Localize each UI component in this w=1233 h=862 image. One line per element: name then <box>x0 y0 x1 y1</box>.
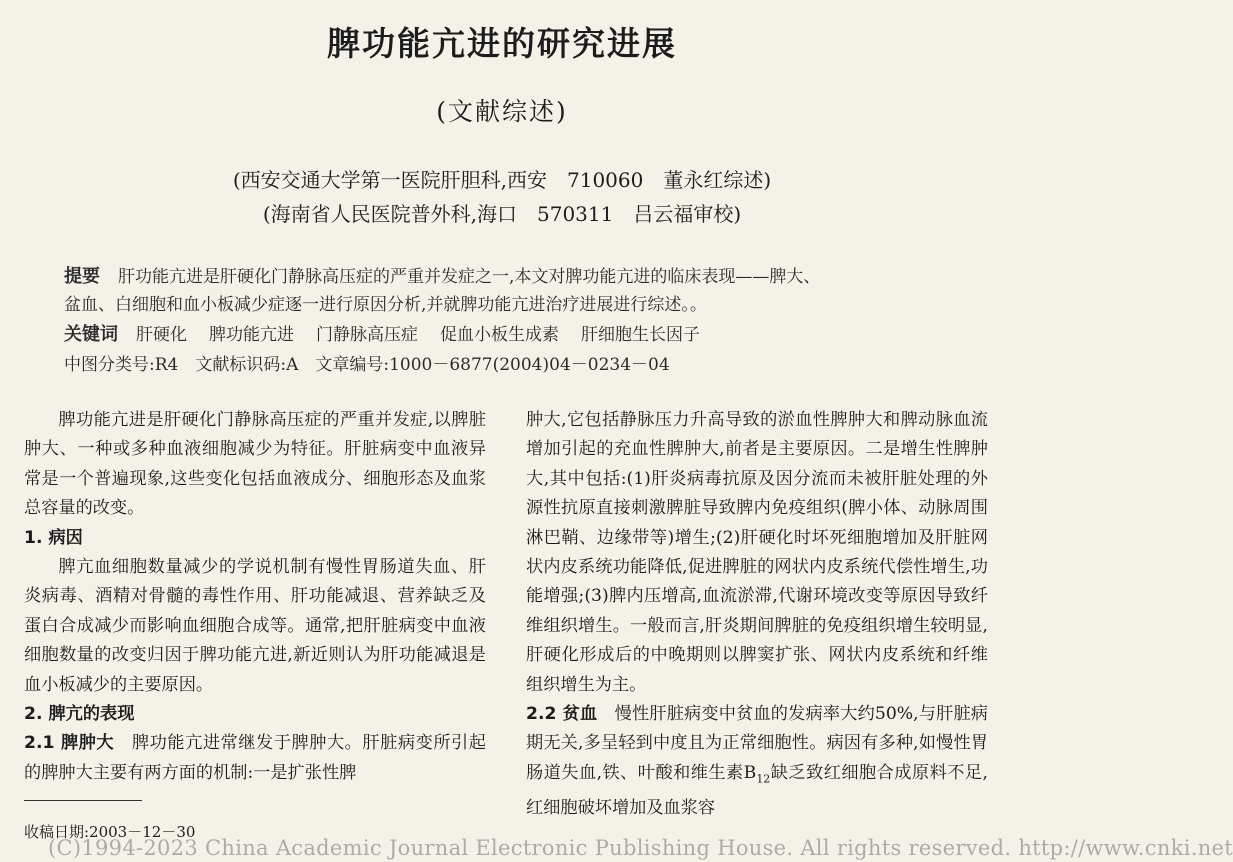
right-column <box>526 406 988 823</box>
subsection-heading-2-2: 2.2 贫血 <box>526 704 598 725</box>
intro-paragraph: 脾功能亢进是肝硬化门静脉高压症的严重并发症,以脾脏肿大、一种或多种血液细胞减少为特征。肝脏病变中血液异常是一个普遍现象,这些变化包括血液成分、细胞形态及血浆总容量的改变。 <box>24 410 486 519</box>
affiliation-author: (西安交通大学第一医院肝胆科,西安 710060 董永红综述) <box>232 168 772 192</box>
keywords-label: 关键词 <box>64 324 118 345</box>
abstract-text-2: 盆血、白细胞和血小板减少症逐一进行原因分析,并就脾功能亢进治疗进展进行综述。。 <box>64 295 707 315</box>
footnote-rule <box>24 800 142 801</box>
affiliation-reviewer: (海南省人民医院普外科,海口 570311 吕云福审校) <box>262 202 742 226</box>
keyword: 门静脉高压症 <box>316 325 418 345</box>
abstract-label: 提要 <box>64 266 100 287</box>
vitamin-subscript: 12 <box>756 772 771 786</box>
article-title: 脾功能亢进的研究进展 <box>327 24 677 63</box>
splenomegaly-paragraph <box>24 729 486 788</box>
subsection-heading-2-1: 2.1 脾肿大 <box>24 733 115 754</box>
keyword: 肝细胞生长因子 <box>581 325 700 345</box>
received-date: 收稿日期:2003－12－30 <box>24 823 196 841</box>
keyword: 促血小板生成素 <box>440 325 559 345</box>
keywords-line <box>64 320 964 346</box>
abstract-text-1: 肝功能亢进是肝硬化门静脉高压症的严重并发症之一,本文对脾功能亢进的临床表现——脾大、 <box>118 267 821 287</box>
section-heading-1: 1. 病因 <box>24 527 83 548</box>
left-column <box>24 406 486 788</box>
splenomegaly-text: 脾功能亢进常继发于脾肿大。肝脏病变所引起的脾肿大主要有两方面的机制:一是扩张性脾 <box>24 733 486 783</box>
classification-line: 中图分类号:R4 文献标识码:A 文章编号:1000－6877(2004)04－0234－04 <box>64 355 670 375</box>
keyword: 肝硬化 <box>136 325 187 345</box>
copyright-watermark: (C)1994-2023 China Academic Journal Electronic Publishing House. All rights reserved. http://www.cnki.net <box>48 836 1233 860</box>
splenomegaly-continued: 肿大,它包括静脉压力升高导致的淤血性脾肿大和脾动脉血流增加引起的充血性脾肿大,前者是主要原因。二是增生性脾肿大,其中包括:(1)肝炎病毒抗原及因分流而未被肝脏处理的外源性抗原直接刺激脾脏导致脾内免疫组织(脾小体、动脉周围淋巴鞘、边缘带等)增生;(2)肝硬化时坏死细胞增加及肝脏网状内皮系统功能降低,促进脾脏的网状内皮系统代偿性增生,功能增强;(3)脾内压增高,血流淤滞,代谢环境改变等原因导致纤维组织增生。一般而言,肝炎期间脾脏的免疫组织增生较明显,肝硬化形成后的中晚期则以脾窦扩张、网状内皮系统和纤维组织增生为主。 <box>526 410 988 695</box>
etiology-paragraph: 脾亢血细胞数量减少的学说机制有慢性胃肠道失血、肝炎病毒、酒精对骨髓的毒性作用、肝功能减退、营养缺乏及蛋白合成减少而影响血细胞合成等。通常,把肝脏病变中血液细胞数量的改变归因于脾功能亢进,新近则认为肝功能减退是血小板减少的主要原因。 <box>24 557 486 695</box>
anemia-paragraph <box>526 700 988 823</box>
anemia-text-2: 缺乏致红细胞合成原料不足,红细胞破坏增加及血浆容 <box>526 762 988 818</box>
section-heading-2: 2. 脾亢的表现 <box>24 704 135 725</box>
anemia-text: 慢性肝脏病变中贫血的发病率大约50%,与肝脏病期无关,多呈轻到中度且为正常细胞性。病因有多种,如慢性胃肠道失血,铁、叶酸和维生素B <box>526 704 988 783</box>
article-subtitle: (文献综述) <box>436 97 568 126</box>
abstract-line-1 <box>64 262 964 288</box>
keyword: 脾功能亢进 <box>209 325 294 345</box>
abstract-line-2 <box>64 290 964 315</box>
